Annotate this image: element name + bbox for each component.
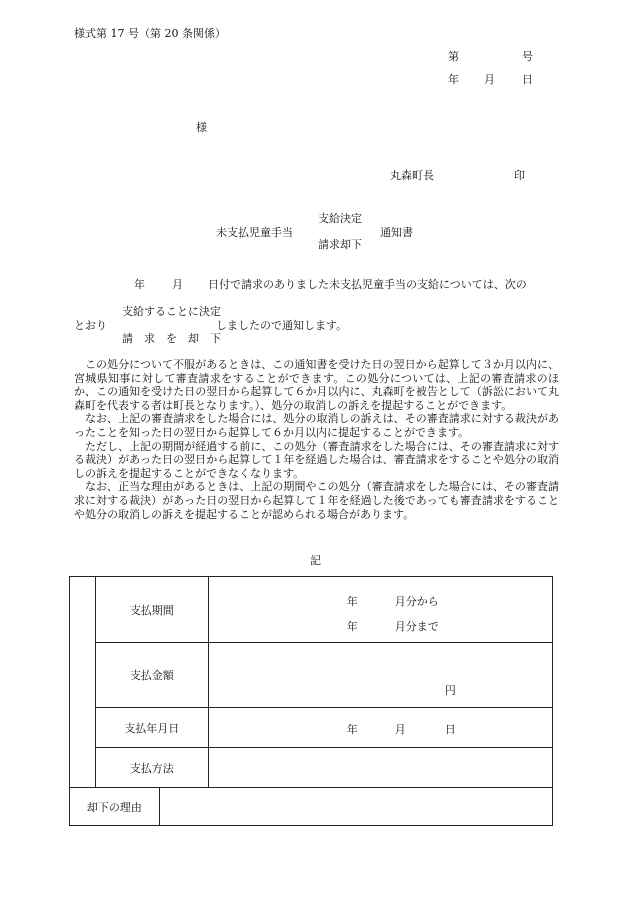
method-label: 支払方法 (95, 748, 208, 788)
date-day: 日 (522, 73, 533, 86)
reason-label: 却下の理由 (70, 788, 160, 826)
doc-number-prefix: 第 (448, 50, 459, 63)
amount-value (208, 643, 552, 708)
notice-paragraph: なお、正当な理由があるときは、上記の期間やこの処分（審査請求をした場合には、その審査請求に対する裁決）があった日の翌日から起算して１年を経過した後であっても審査請求をすることや処分の取消しの訴えを提起することが認められる場合があります。 (74, 480, 559, 521)
paydate-label: 支払年月日 (95, 708, 208, 748)
intro-text: 日付で請求のありました未支払児童手当の支給については、次の (208, 278, 527, 291)
date-month: 月 (484, 73, 495, 86)
addressee-suffix: 様 (196, 121, 207, 134)
period-to-year: 年 (346, 620, 358, 633)
period-label: 支払期間 (95, 577, 208, 643)
document-title: 未支払児童手当 (216, 226, 293, 239)
paydate-year: 年 (346, 723, 358, 736)
intro-choice-payment: 支給することに決定 (122, 305, 221, 318)
period-from-year: 年 (346, 595, 358, 608)
title-option-payment: 支給決定 (318, 212, 362, 225)
issuer-name: 丸森町長 (390, 169, 434, 182)
paydate-value (208, 708, 552, 748)
table-left-margin (70, 577, 96, 788)
notice-paragraph: ただし、上記の期間が経過する前に、この処分（審査請求をした場合には、その審査請求に対する裁決）があった日の翌日から起算して１年を経過した場合は、審査請求をすることや処分の取消しの訴えを提起することができなくなります。 (74, 439, 559, 480)
intro-year: 年 (134, 278, 145, 291)
period-value (208, 577, 552, 643)
paydate-month: 月 (394, 723, 406, 736)
seal-mark: 印 (514, 169, 525, 182)
period-from-month: 月分から (394, 595, 439, 608)
payment-details-table (69, 576, 553, 826)
intro-month: 月 (172, 278, 183, 291)
doc-number-suffix: 号 (522, 50, 533, 63)
notice-paragraph: この処分について不服があるときは、この通知書を受けた日の翌日から起算して３か月以内に、宮城県知事に対して審査請求をすることができます。この処分については、上記の審査請求のほか、この通知を受けた日の翌日から起算して６か月以内に、丸森町を被告として（訴訟において丸森町を代表する者は町長となります。）、処分の取消しの訴えを提起することができます。 (74, 358, 559, 412)
title-option-rejection: 請求却下 (318, 238, 362, 251)
date-year: 年 (448, 73, 459, 86)
appeal-notice (74, 358, 559, 521)
notice-paragraph: なお、上記の審査請求をした場合には、処分の取消しの訴えは、その審査請求に対する裁決があったことを知った日の翌日から起算して６か月以内に提起することができます。 (74, 412, 559, 439)
title-suffix: 通知書 (380, 226, 413, 239)
period-to-month: 月分まで (394, 620, 439, 633)
amount-unit: 円 (444, 684, 456, 697)
intro-choice-rejection: 請 求 を 却 下 (122, 332, 221, 345)
method-value (208, 748, 552, 788)
intro-ending: しましたので通知します。 (216, 319, 348, 332)
ki-marker: 記 (310, 554, 321, 567)
amount-label: 支払金額 (95, 643, 208, 708)
paydate-day: 日 (444, 723, 456, 736)
reason-value (159, 788, 552, 826)
form-number: 様式第 17 号（第 20 条関係） (74, 27, 226, 40)
intro-prefix: とおり (74, 319, 107, 332)
